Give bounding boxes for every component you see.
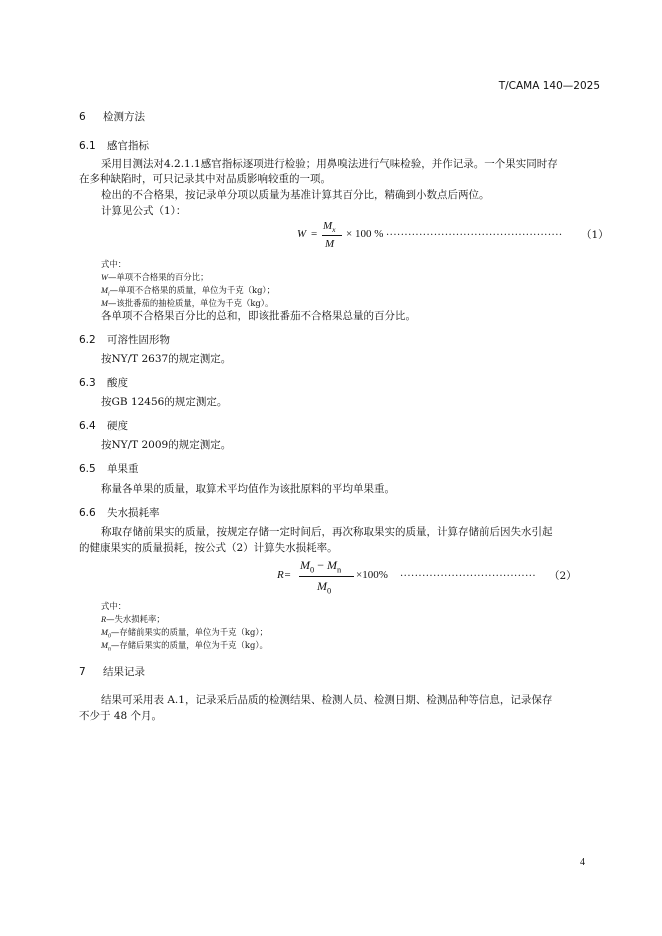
page-number: 4 [580,857,585,868]
formula-numerator: $M_x$ [323,220,336,235]
section-6-2-heading: 6.2 可溶性固形物 [79,334,170,346]
section-7-heading: 7 结果记录 [79,666,145,678]
section-number: 6 [79,111,86,123]
paragraph-line: 采用目测法对4.2.1.1感官指标逐项进行检验；用鼻嗅法进行气味检验，并作记录。一个果实同时存 [101,158,558,170]
paragraph: 各单项不合格果百分比的总和，即该批番茄不合格果总量的百分比。 [101,310,416,322]
paragraph-line: 结果可采用表 A.1，记录采后品质的检测结果、检测人员、检测日期、检测品种等信息，记录保存 [101,694,553,706]
where-item: R—失水损耗率； [101,614,165,624]
document-code: T/CAMA 140—2025 [498,80,600,92]
section-6-5-heading: 6.5 单果重 [79,463,139,475]
where-item: W—单项不合格果的百分比； [101,272,209,282]
section-number: 6.1 [79,140,96,152]
formula-denominator: M [325,238,335,250]
paragraph-line: 称取存储前果实的质量，按规定存储一定时间后，再次称取果实的质量，计算存储前后因失水引起 [101,526,553,538]
section-6-4-heading: 6.4 硬度 [79,420,128,432]
fraction-bar [322,235,342,236]
section-title: 检测方法 [103,111,145,123]
formula-times: ×100% [356,569,388,581]
where-title: 式中： [101,259,127,269]
section-6-heading [79,109,145,124]
section-6-3-heading: 6.3 酸度 [79,377,128,389]
formula-numerator: $M_0 - M_n$ [300,558,342,575]
paragraph-line: 不少于 48 个月。 [79,710,163,722]
formula-denominator: $M_0$ [317,579,332,596]
paragraph-line: 的健康果实的质量损耗，按公式（2）计算失水损耗率。 [79,542,338,554]
paragraph: 检出的不合格果，按记录单分项以质量为基准计算其百分比，精确到小数点后两位。 [101,189,490,201]
paragraph: 按NY/T 2009的规定测定。 [101,439,232,451]
where-item: $M_i—$单项不合格果的质量，单位为千克（kg）； [101,285,275,298]
formula-equals: = [311,228,318,240]
formula-number: （1） [581,229,609,241]
formula-number: （2） [549,570,577,582]
paragraph-line: 在多种缺陷时，可只记录其中对品质影响较重的一项。 [79,173,331,185]
where-title: 式中： [101,601,127,611]
leader-dots: ................................................ [386,227,563,238]
leader-dots: ..................................... [400,568,537,579]
formula-lhs: W [297,228,307,240]
paragraph: 称量各单果的质量，取算术平均值作为该批原料的平均单果重。 [101,483,395,495]
formula-lhs: R= [277,569,292,581]
section-6-6-heading: 6.6 失水损耗率 [79,507,160,519]
section-title: 感官指标 [107,140,149,152]
where-item: $M_0—$存储前果实的质量，单位为千克（kg）； [101,627,268,640]
paragraph: 按NY/T 2637的规定测定。 [101,353,232,365]
paragraph: 按GB 12456的规定测定。 [101,396,228,408]
fraction-bar [299,576,354,577]
section-6-1-heading [79,138,149,153]
formula-times: × 100 % [346,228,384,240]
where-item: $M_n—$存储后果实的质量，单位为千克（kg）。 [101,640,268,653]
paragraph: 计算见公式（1）： [101,205,187,217]
where-item: M—该批番茄的抽检质量，单位为千克（kg）。 [101,298,274,308]
